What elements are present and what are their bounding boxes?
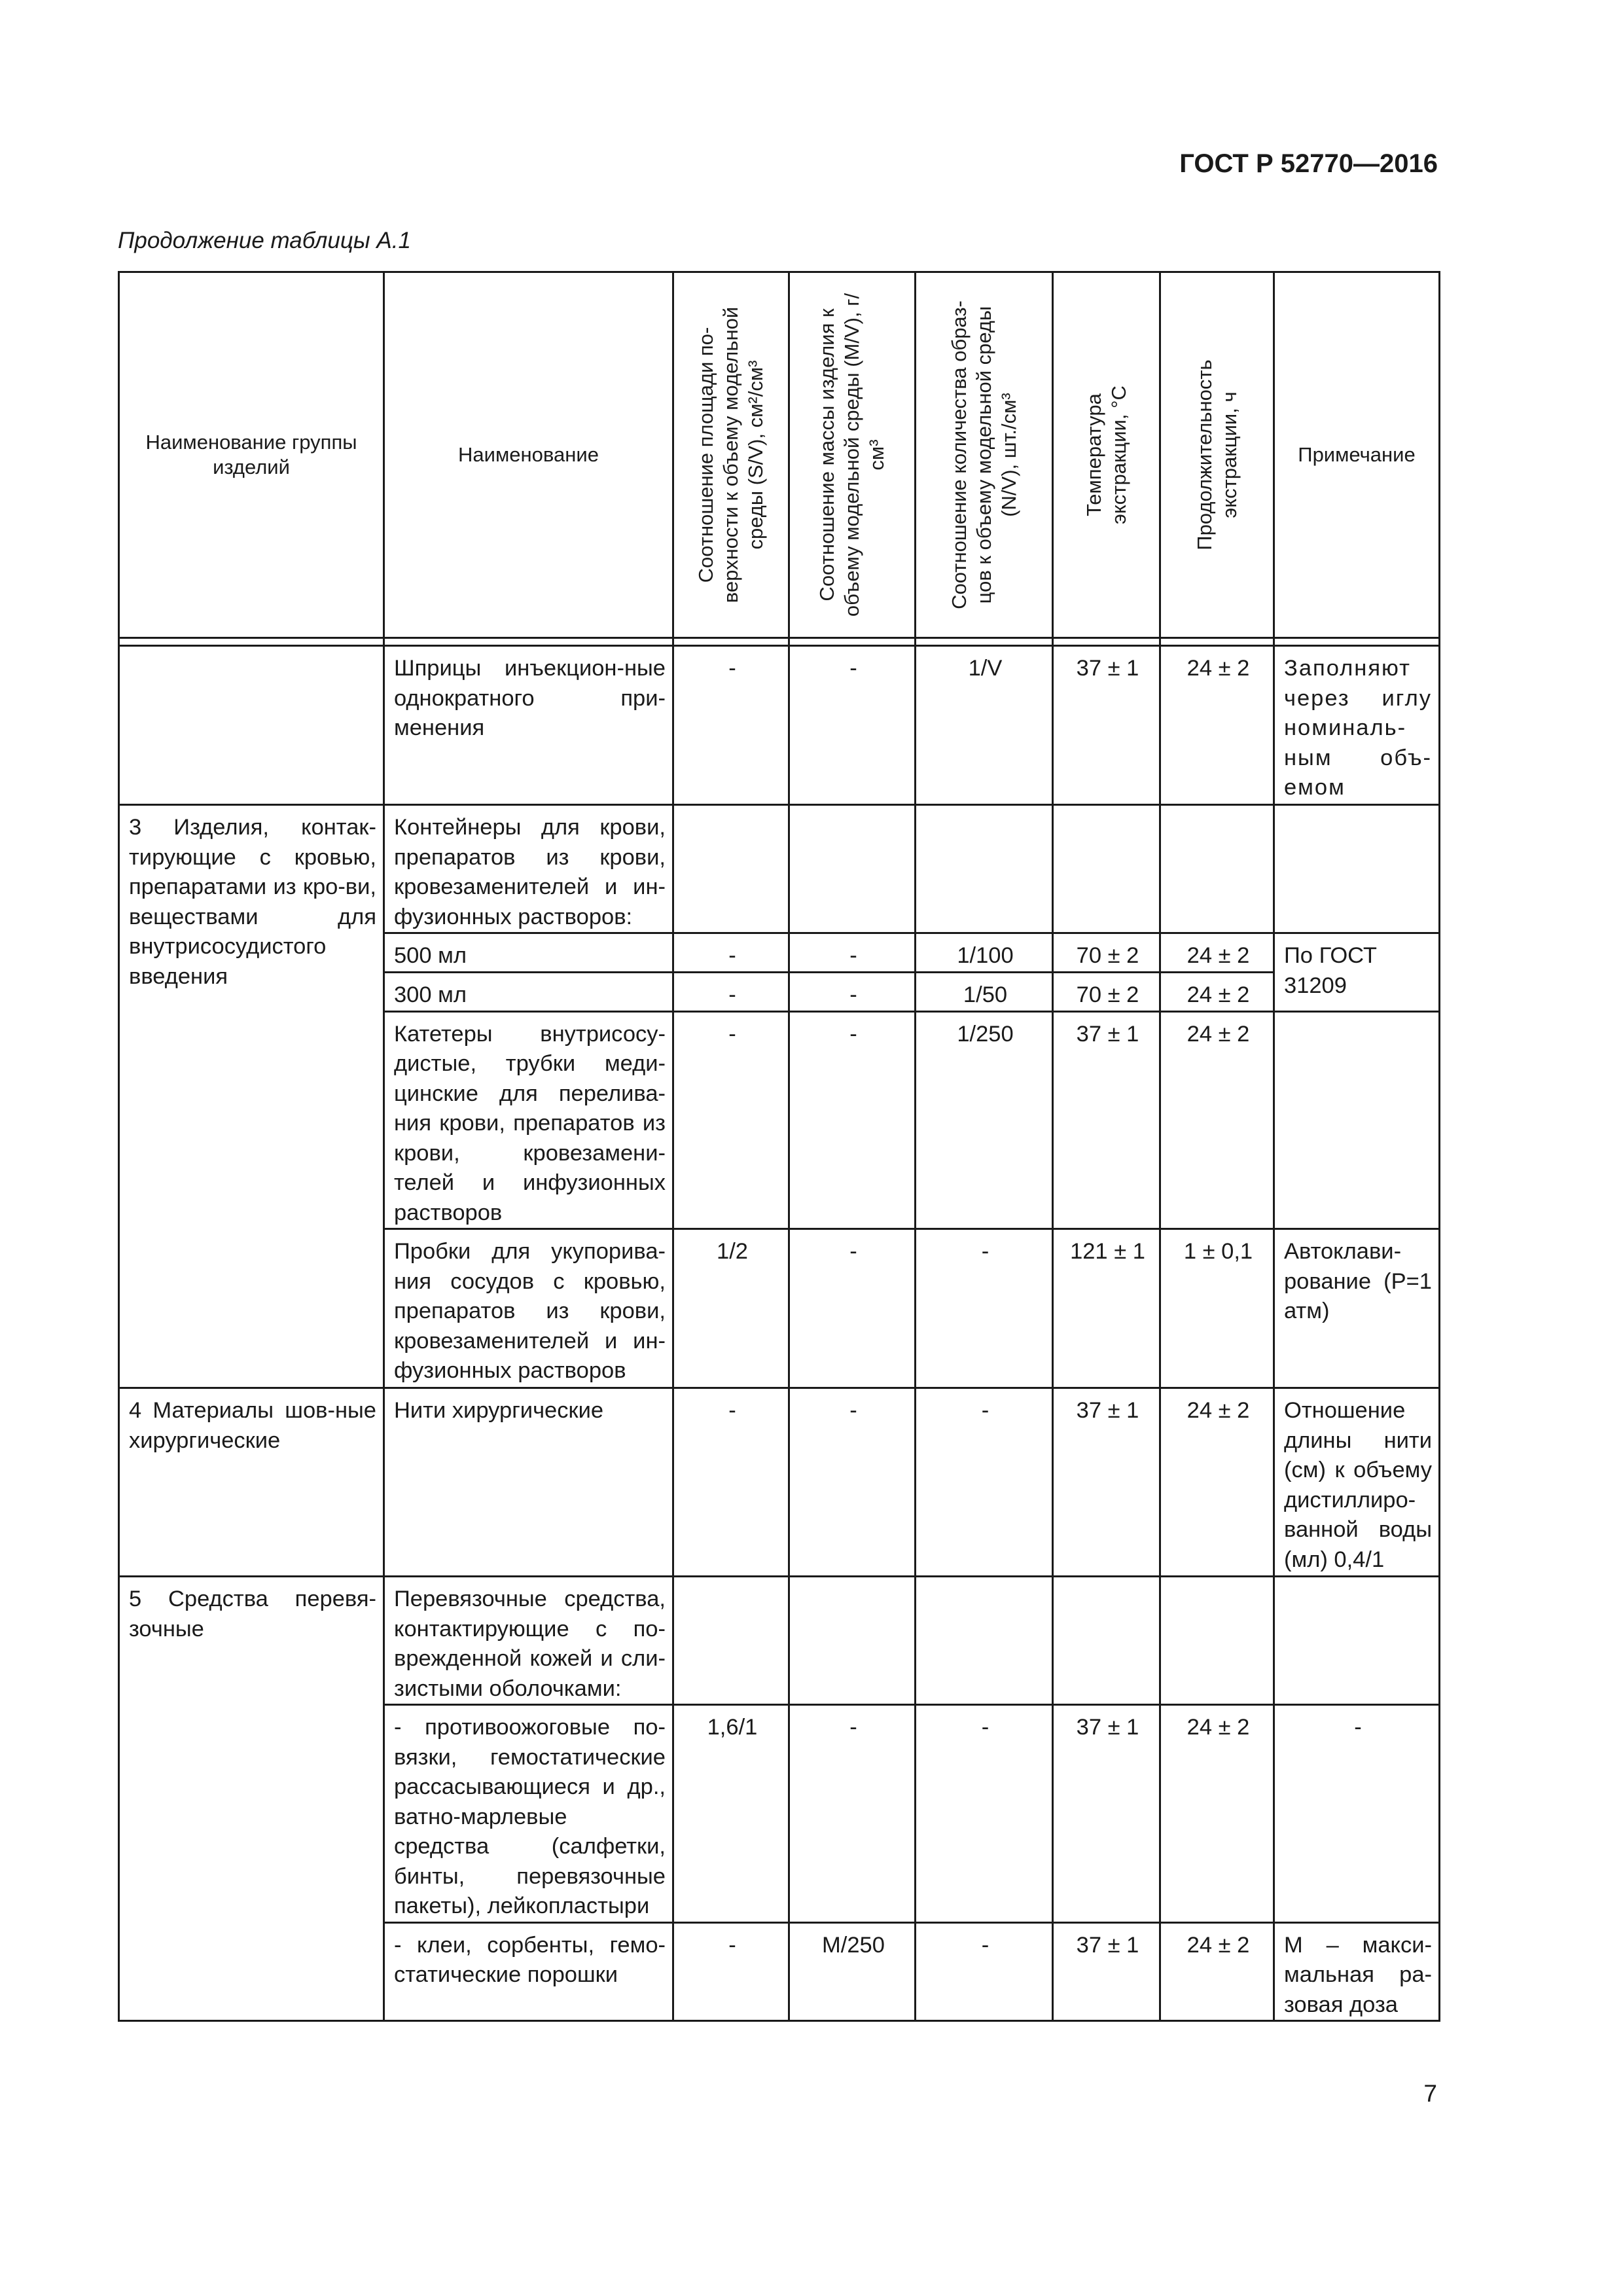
item-name-cell: Нити хирургические (384, 1388, 673, 1577)
sv-cell: - (673, 1922, 789, 2021)
nv-cell: - (916, 1229, 1053, 1388)
mv-cell: - (789, 1388, 916, 1577)
sv-cell: - (673, 646, 789, 805)
sv-cell (673, 1577, 789, 1705)
sv-cell: - (673, 973, 789, 1012)
item-name-cell: Шприцы инъекцион-ные однократного при-менения (384, 646, 673, 805)
column-header-mv: Соотношение массы изделия к объему модельной среды (M/V), г/см³ (789, 272, 916, 638)
temperature-cell: 37 ± 1 (1053, 646, 1160, 805)
sv-cell: 1/2 (673, 1229, 789, 1388)
group-cell: 5 Средства перевя-зочные (119, 1577, 384, 2021)
note-cell: По ГОСТ 31209 (1274, 933, 1440, 1012)
mv-cell: M/250 (789, 1922, 916, 2021)
duration-cell (1160, 805, 1274, 933)
mv-cell (789, 1577, 916, 1705)
sv-cell: - (673, 933, 789, 973)
duration-cell: 24 ± 2 (1160, 1011, 1274, 1229)
mv-cell: - (789, 933, 916, 973)
temperature-cell (1053, 1577, 1160, 1705)
duration-cell (1160, 1577, 1274, 1705)
extraction-conditions-table (118, 271, 1440, 2022)
note-cell (1274, 1577, 1440, 1705)
group-cell: 3 Изделия, контак-тирующие с кровью, препаратами из кро-ви, веществами для внутрисосудистого введения (119, 805, 384, 1388)
temperature-cell: 37 ± 1 (1053, 1705, 1160, 1923)
sv-cell (673, 805, 789, 933)
duration-cell: 24 ± 2 (1160, 1922, 1274, 2021)
nv-cell: - (916, 1705, 1053, 1923)
temperature-cell: 37 ± 1 (1053, 1011, 1160, 1229)
column-header-note: Примечание (1274, 272, 1440, 638)
nv-cell: 1/250 (916, 1011, 1053, 1229)
temperature-cell: 70 ± 2 (1053, 973, 1160, 1012)
table-header-row (119, 272, 1440, 638)
nv-cell: 1/100 (916, 933, 1053, 973)
table-row (119, 805, 1440, 933)
table-row (119, 1388, 1440, 1577)
item-name-cell: 500 мл (384, 933, 673, 973)
nv-cell: 1/50 (916, 973, 1053, 1012)
temperature-cell: 37 ± 1 (1053, 1388, 1160, 1577)
item-name-cell: Пробки для укупорива-ния сосудов с кровью, препаратов из крови, кровезаменителей и ин-фузионных растворов (384, 1229, 673, 1388)
duration-cell: 24 ± 2 (1160, 973, 1274, 1012)
table-caption: Продолжение таблицы А.1 (118, 228, 411, 253)
nv-cell (916, 1577, 1053, 1705)
temperature-cell: 121 ± 1 (1053, 1229, 1160, 1388)
column-header-duration: Продолжительность экстракции, ч (1160, 272, 1274, 638)
sv-cell: - (673, 1011, 789, 1229)
note-cell: - (1274, 1705, 1440, 1923)
note-cell: Заполняют через иглу номиналь-ным объ-емом (1274, 646, 1440, 805)
temperature-cell: 70 ± 2 (1053, 933, 1160, 973)
column-header-nv: Соотношение количества образ-цов к объему модельной среды (N/V), шт./см³ (916, 272, 1053, 638)
item-name-cell: 300 мл (384, 973, 673, 1012)
nv-cell (916, 805, 1053, 933)
sv-cell: - (673, 1388, 789, 1577)
item-name-cell: Контейнеры для крови, препаратов из крови, кровезаменителей и ин-фузионных растворов: (384, 805, 673, 933)
note-cell: M – макси-мальная ра-зовая доза (1274, 1922, 1440, 2021)
item-name-cell: Перевязочные средства, контактирующие с по-врежденной кожей и сли-зистыми оболочками: (384, 1577, 673, 1705)
item-name-cell: - противоожоговые по-вязки, гемостатические рассасывающиеся и др., ватно-марлевые средства (салфетки, бинты, перевязочные пакеты), лейкопластыри (384, 1705, 673, 1923)
mv-cell (789, 805, 916, 933)
item-name-cell: Катетеры внутрисосу-дистые, трубки меди-цинские для перелива-ния крови, препаратов из крови, кровезамени-телей и инфузионных растворов (384, 1011, 673, 1229)
note-cell (1274, 1011, 1440, 1229)
column-header-temperature: Температура экстракции, °С (1053, 272, 1160, 638)
nv-cell: - (916, 1388, 1053, 1577)
temperature-cell: 37 ± 1 (1053, 1922, 1160, 2021)
nv-cell: - (916, 1922, 1053, 2021)
column-header-group: Наименование группы изделий (119, 272, 384, 638)
mv-cell: - (789, 1229, 916, 1388)
table-row (119, 1577, 1440, 1705)
page-number: 7 (1423, 2080, 1437, 2107)
duration-cell: 24 ± 2 (1160, 933, 1274, 973)
sv-cell: 1,6/1 (673, 1705, 789, 1923)
duration-cell: 1 ± 0,1 (1160, 1229, 1274, 1388)
column-header-sv: Соотношение площади по-верхности к объему модельной среды (S/V), см²/см³ (673, 272, 789, 638)
note-cell: Отношение длины нити (см) к объему дистиллиро-ванной воды (мл) 0,4/1 (1274, 1388, 1440, 1577)
duration-cell: 24 ± 2 (1160, 646, 1274, 805)
group-cell: 4 Материалы шов-ные хирургические (119, 1388, 384, 1577)
document-code: ГОСТ Р 52770—2016 (1179, 149, 1438, 178)
note-cell: Автоклави-рование (P=1 атм) (1274, 1229, 1440, 1388)
header-separator (119, 638, 1440, 646)
mv-cell: - (789, 1011, 916, 1229)
mv-cell: - (789, 646, 916, 805)
table-row (119, 646, 1440, 805)
duration-cell: 24 ± 2 (1160, 1388, 1274, 1577)
item-name-cell: - клеи, сорбенты, гемо-статические порошки (384, 1922, 673, 2021)
note-cell (1274, 805, 1440, 933)
group-cell (119, 646, 384, 805)
mv-cell: - (789, 973, 916, 1012)
nv-cell: 1/V (916, 646, 1053, 805)
temperature-cell (1053, 805, 1160, 933)
mv-cell: - (789, 1705, 916, 1923)
duration-cell: 24 ± 2 (1160, 1705, 1274, 1923)
column-header-name: Наименование (384, 272, 673, 638)
